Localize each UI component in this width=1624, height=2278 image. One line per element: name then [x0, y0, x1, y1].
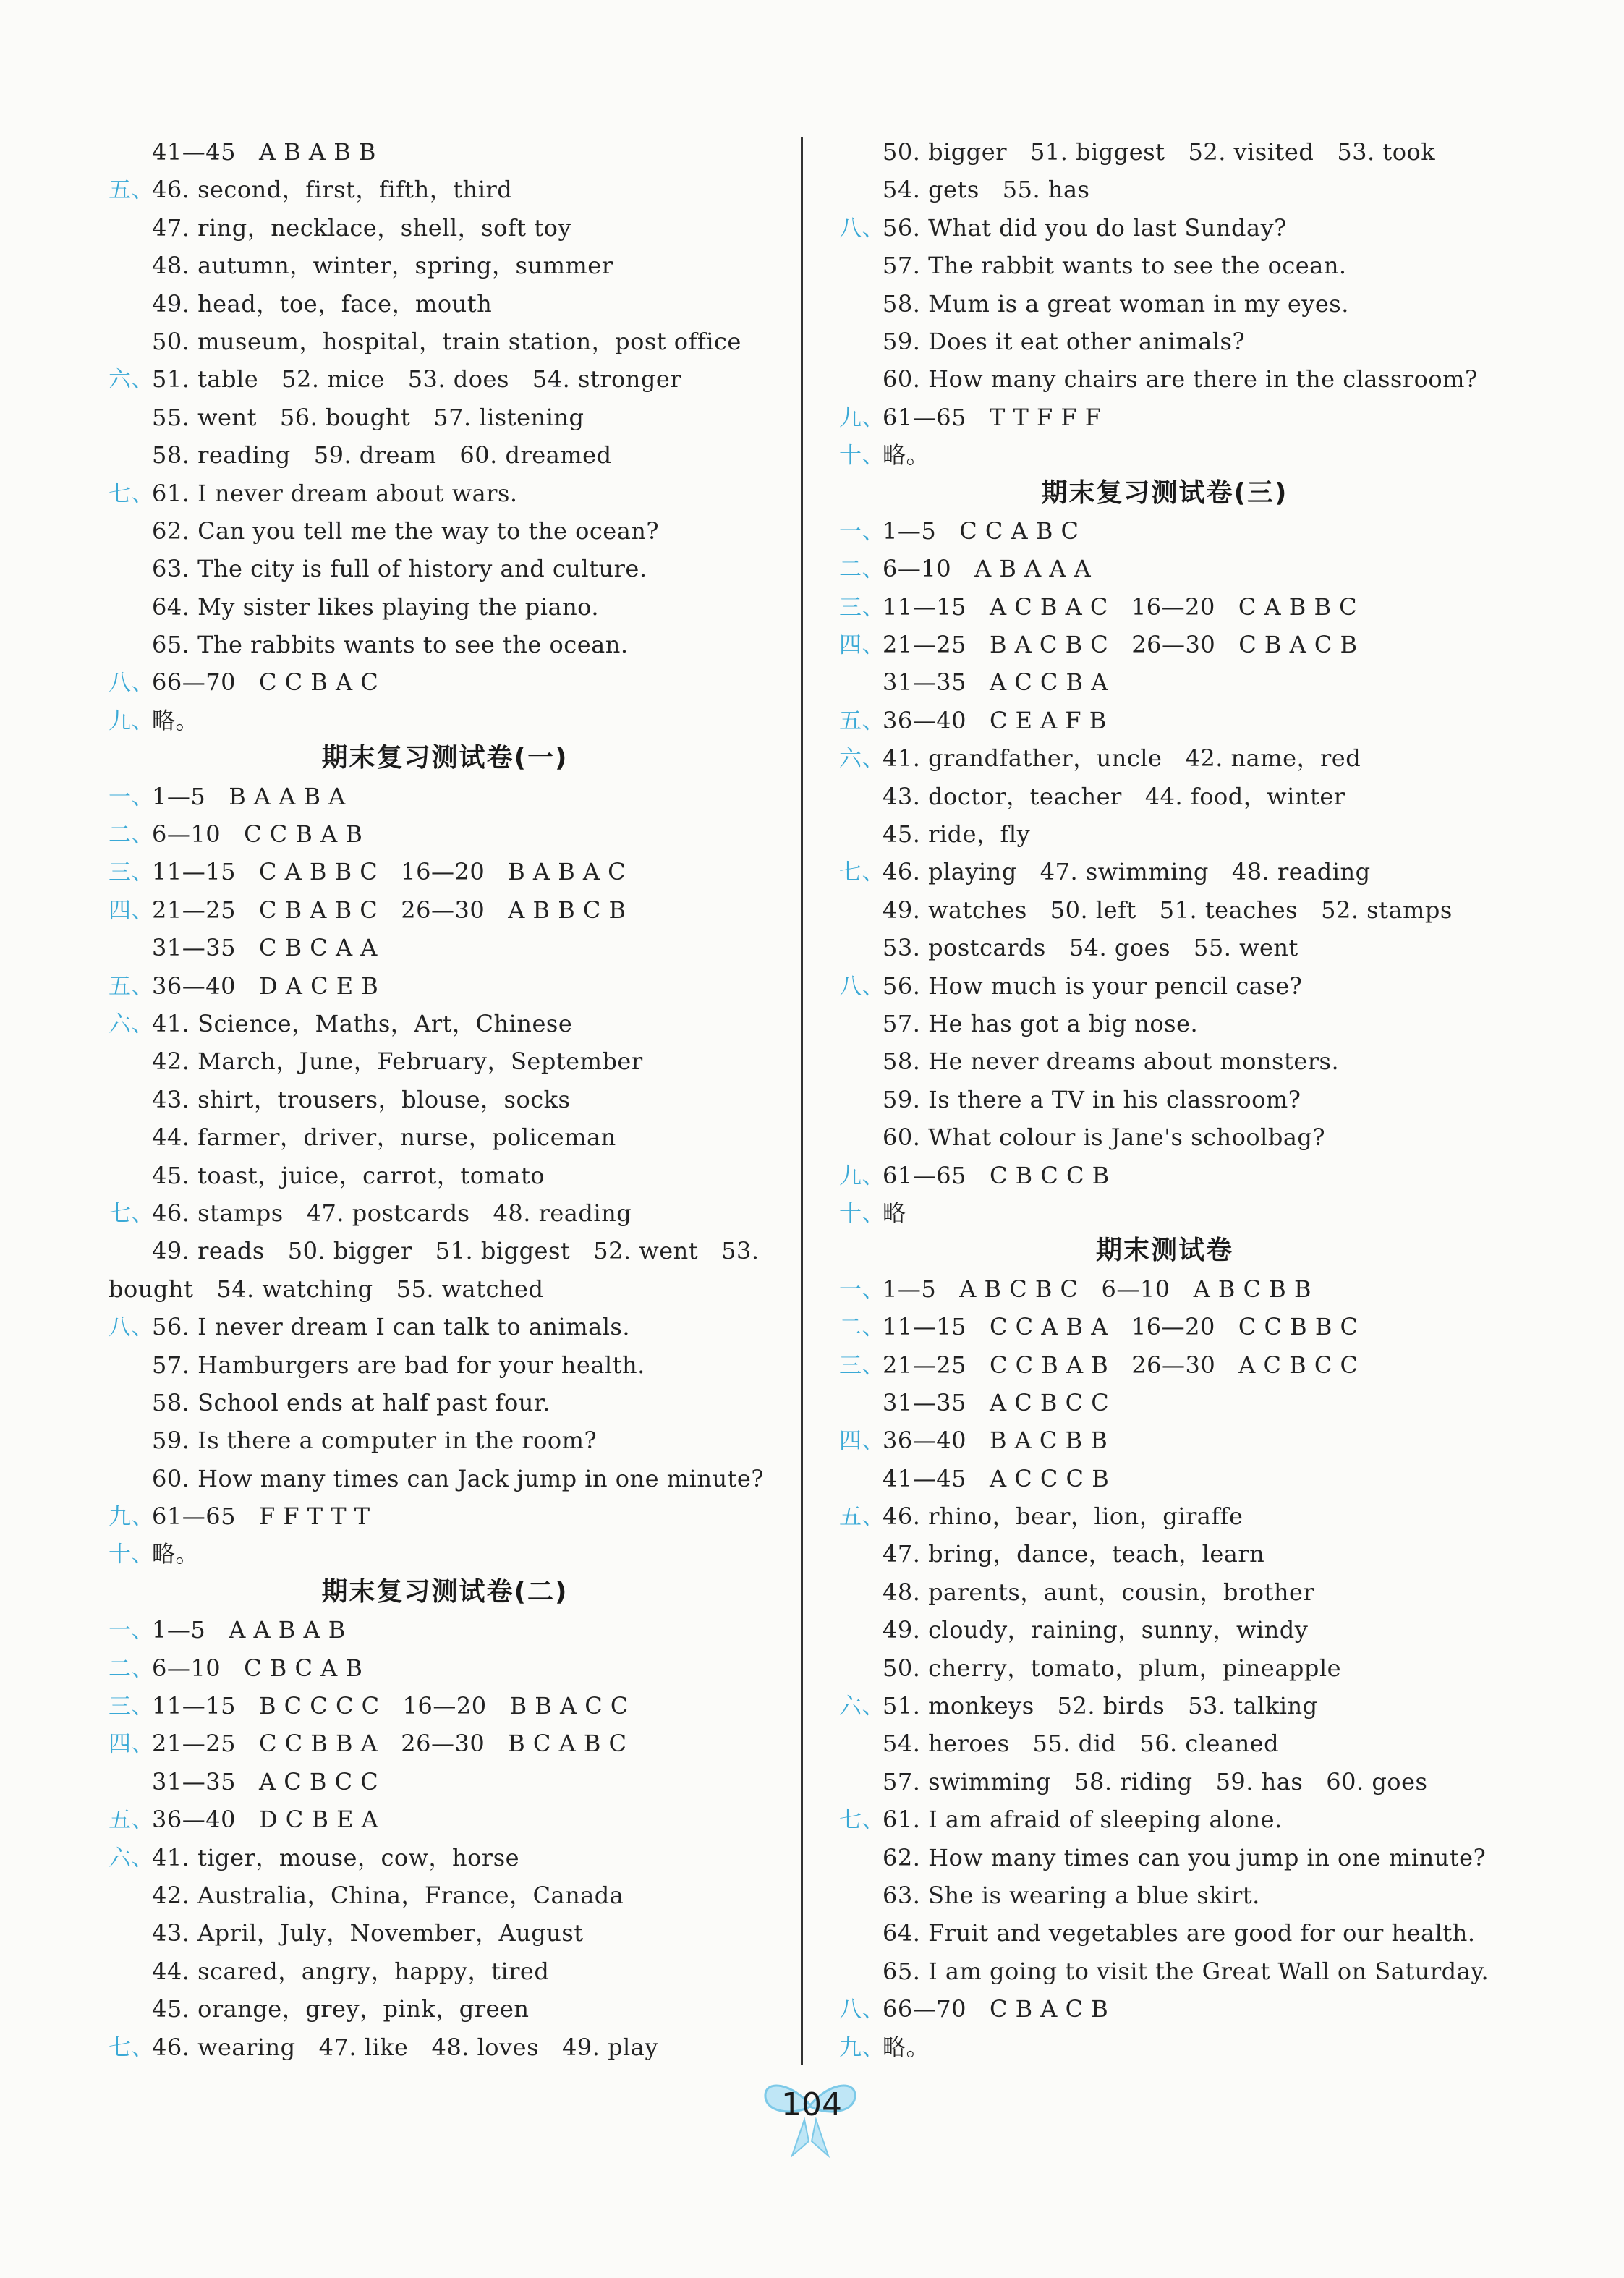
answer-text: 64. My sister likes playing the piano.: [152, 592, 600, 621]
answer-line: [839, 1460, 1490, 1497]
answer-text: 46. second，first，fifth，third: [152, 176, 513, 204]
answer-line: [839, 1270, 1490, 1308]
answer-text: 49. cloudy，raining，sunny，windy: [883, 1616, 1309, 1644]
answer-line: [839, 739, 1490, 777]
answer-line: [109, 1649, 781, 1687]
answer-text: 21—25 C C B B A 26—30 B C A B C: [152, 1730, 627, 1758]
answer-line: [839, 399, 1490, 436]
answer-text: 31—35 A C B C C: [152, 1767, 379, 1795]
answer-text: bought 54. watching 55. watched: [109, 1275, 544, 1303]
answer-line: [109, 1535, 781, 1573]
answer-line: [109, 1460, 781, 1497]
answer-text: 57. He has got a big nose.: [883, 1009, 1199, 1037]
answer-text: 11—15 C C A B A 16—20 C C B B C: [883, 1313, 1359, 1341]
section-marker: 一、: [839, 518, 885, 545]
answer-line: [109, 436, 781, 474]
answer-text: 略。: [883, 2033, 930, 2061]
answer-line: [109, 1497, 781, 1535]
answer-text: 54. heroes 55. did 56. cleaned: [883, 1730, 1280, 1758]
answer-line: [109, 702, 781, 739]
answer-text: 1—5 A A B A B: [152, 1616, 346, 1644]
answer-line: [839, 1042, 1490, 1080]
answer-line: [109, 2028, 781, 2066]
answer-line: [109, 1005, 781, 1042]
section-marker: 四、: [839, 632, 885, 659]
section-marker: 九、: [109, 707, 154, 734]
answer-line: [839, 1990, 1490, 2028]
right-column: [839, 133, 1490, 2066]
answer-text: 57. Hamburgers are bad for your health.: [152, 1351, 645, 1379]
answer-text: 略。: [883, 441, 930, 469]
section-marker: 二、: [839, 1314, 885, 1341]
section-marker: 二、: [109, 1655, 154, 1682]
answer-text: 64. Fruit and vegetables are good for our health.: [883, 1919, 1476, 1947]
answer-text: 42. Australia，China，France，Canada: [152, 1881, 624, 1909]
answer-text: 42. March，June，February，September: [152, 1047, 643, 1076]
answer-text: 57. swimming 58. riding 59. has 60. goes: [883, 1767, 1428, 1795]
section-marker: 八、: [109, 1314, 154, 1341]
section-marker: 六、: [109, 367, 154, 394]
answer-text: 63. She is wearing a blue skirt.: [883, 1881, 1260, 1909]
answer-text: 47. bring，dance，teach，learn: [883, 1540, 1265, 1568]
answer-text: 41—45 A B A B B: [152, 138, 376, 166]
section-marker: 六、: [839, 1693, 885, 1720]
answer-line: [109, 323, 781, 360]
answer-text: 略: [883, 1199, 906, 1227]
answer-text: 63. The city is full of history and culture.: [152, 555, 647, 583]
answer-text: 59. Is there a TV in his classroom?: [883, 1085, 1301, 1113]
answer-line: [109, 778, 781, 815]
answer-text: 11—15 A C B A C 16—20 C A B B C: [883, 592, 1358, 621]
answer-line: [109, 1763, 781, 1801]
page-number: 104: [781, 2086, 842, 2123]
answer-line: [109, 1081, 781, 1118]
answer-text: 47. ring，necklace，shell，soft toy: [152, 213, 571, 242]
section-marker: 三、: [109, 1693, 154, 1720]
answer-text: 43. April，July，November，August: [152, 1919, 584, 1947]
answer-line: [839, 1384, 1490, 1421]
answer-text: 58. School ends at half past four.: [152, 1388, 550, 1416]
answer-line: [109, 1384, 781, 1421]
section-marker: 四、: [109, 1731, 154, 1758]
answer-line: [839, 1005, 1490, 1042]
answer-text: 1—5 A B C B C 6—10 A B C B B: [883, 1275, 1311, 1303]
answer-text: 55. went 56. bought 57. listening: [152, 403, 584, 431]
section-marker: 八、: [839, 1997, 885, 2023]
answer-line: [839, 967, 1490, 1005]
answer-line: [109, 285, 781, 323]
answer-line: [109, 588, 781, 626]
answer-text: 31—35 A C C B A: [883, 668, 1108, 697]
answer-line: [109, 1346, 781, 1384]
answer-line: [109, 853, 781, 891]
answer-line: [109, 1118, 781, 1156]
answer-text: 60. How many chairs are there in the classroom?: [883, 365, 1478, 394]
answer-line: [109, 663, 781, 701]
answer-line: [109, 247, 781, 284]
section-marker: 七、: [839, 859, 885, 886]
answer-line: [839, 1157, 1490, 1194]
answer-text: 11—15 B C C C C 16—20 B B A C C: [152, 1692, 629, 1720]
answer-text: 61. I am afraid of sleeping alone.: [883, 1806, 1283, 1834]
answer-line: [109, 1232, 781, 1270]
section-marker: 一、: [109, 1618, 154, 1644]
section-marker: 六、: [839, 746, 885, 773]
answer-line: [839, 1308, 1490, 1346]
answer-line: [839, 853, 1490, 891]
answer-text: 65. I am going to visit the Great Wall on Saturday.: [883, 1957, 1489, 1985]
answer-line: [109, 550, 781, 587]
answer-line: [109, 133, 781, 171]
answer-line: [839, 1763, 1490, 1801]
section-marker: 十、: [839, 443, 885, 469]
answer-line: [839, 1725, 1490, 1762]
answer-text: 41. tiger，mouse，cow，horse: [152, 1843, 520, 1871]
answer-line: [109, 399, 781, 436]
section-marker: 六、: [109, 1011, 154, 1037]
answer-text: 66—70 C C B A C: [152, 668, 379, 697]
section-marker: 三、: [109, 859, 154, 886]
answer-line: [839, 1952, 1490, 1990]
answer-text: 1—5 B A A B A: [152, 782, 346, 810]
answer-line: [839, 891, 1490, 929]
answer-line: [839, 626, 1490, 663]
answer-text: 65. The rabbits wants to see the ocean.: [152, 631, 629, 659]
answer-text: 46. playing 47. swimming 48. reading: [883, 858, 1371, 886]
answer-line: [839, 512, 1490, 550]
section-marker: 七、: [109, 1200, 154, 1227]
answer-text: 41—45 A C C C B: [883, 1464, 1110, 1492]
answer-text: 50. cherry，tomato，plum，pineapple: [883, 1654, 1342, 1682]
answer-line: [839, 1877, 1490, 1914]
answer-text: 1—5 C C A B C: [883, 517, 1079, 545]
answer-line: [839, 1346, 1490, 1384]
answer-text: 66—70 C B A C B: [883, 1995, 1109, 2023]
answer-line: [839, 1421, 1490, 1459]
answer-text: 44. scared，angry，happy，tired: [152, 1957, 550, 1985]
answer-text: 59. Is there a computer in the room?: [152, 1427, 598, 1455]
answer-line: [109, 1611, 781, 1649]
section-title: 期末复习测试卷(三): [1041, 477, 1288, 508]
answer-text: 11—15 C A B B C 16—20 B A B A C: [152, 858, 626, 886]
column-divider: [801, 137, 803, 2065]
answer-line: [839, 285, 1490, 323]
section-marker: 四、: [839, 1428, 885, 1455]
section-marker: 十、: [839, 1200, 885, 1227]
answer-line: [109, 1421, 781, 1459]
answer-text: 41. grandfather，uncle 42. name，red: [883, 744, 1361, 773]
answer-text: 略。: [152, 706, 200, 734]
answer-line: [839, 1194, 1490, 1232]
answer-line: [109, 1308, 781, 1346]
answer-text: 58. He never dreams about monsters.: [883, 1047, 1340, 1076]
answer-text: 49. watches 50. left 51. teaches 52. stamps: [883, 896, 1453, 924]
answer-line: [109, 815, 781, 853]
answer-line: [109, 1687, 781, 1725]
answer-text: 6—10 C B C A B: [152, 1654, 363, 1682]
answer-line: [839, 702, 1490, 739]
answer-line: [839, 1801, 1490, 1838]
section-marker: 八、: [109, 670, 154, 697]
section-marker: 六、: [109, 1845, 154, 1871]
answer-text: 50. bigger 51. biggest 52. visited 53. took: [883, 138, 1436, 166]
answer-text: 51. table 52. mice 53. does 54. stronger: [152, 365, 682, 394]
answer-line: [109, 1801, 781, 1838]
section-marker: 五、: [109, 1807, 154, 1834]
answer-line: [839, 1497, 1490, 1535]
answer-text: 略。: [152, 1540, 200, 1568]
answer-line: [839, 815, 1490, 853]
section-marker: 八、: [839, 215, 885, 242]
answer-line: [109, 512, 781, 550]
answer-text: 58. reading 59. dream 60. dreamed: [152, 441, 612, 469]
answer-line: [109, 967, 781, 1005]
answer-text: 59. Does it eat other animals?: [883, 327, 1246, 355]
answer-text: 54. gets 55. has: [883, 176, 1090, 204]
answer-line: [839, 1573, 1490, 1611]
answer-line: [839, 2028, 1490, 2066]
answer-line: [839, 171, 1490, 208]
answer-line: [839, 1118, 1490, 1156]
answer-text: 44. farmer，driver，nurse，policeman: [152, 1123, 616, 1152]
answer-line: [109, 626, 781, 663]
answer-text: 56. How much is your pencil case?: [883, 972, 1303, 1000]
section-marker: 九、: [839, 1163, 885, 1189]
answer-text: 49. head，toe，face，mouth: [152, 289, 493, 318]
answer-text: 21—25 C C B A B 26—30 A C B C C: [883, 1351, 1359, 1379]
answer-text: 46. rhino，bear，lion，giraffe: [883, 1503, 1243, 1531]
section-marker: 九、: [109, 1504, 154, 1531]
answer-line: [839, 663, 1490, 701]
answer-text: 50. museum，hospital，train station，post office: [152, 327, 741, 355]
answer-text: 41. Science，Maths，Art，Chinese: [152, 1009, 573, 1037]
section-marker: 五、: [109, 973, 154, 1000]
answer-text: 61—65 T T F F F: [883, 403, 1102, 431]
answer-text: 43. doctor，teacher 44. food，winter: [883, 782, 1345, 810]
answer-line: [839, 436, 1490, 474]
answer-text: 31—35 A C B C C: [883, 1388, 1110, 1416]
answer-text: 45. orange，grey，pink，green: [152, 1995, 530, 2023]
answer-text: 62. How many times can you jump in one minute?: [883, 1843, 1487, 1871]
answer-line: [109, 1914, 781, 1952]
answer-line: [839, 778, 1490, 815]
section-marker: 一、: [109, 783, 154, 810]
answer-text: 48. autumn，winter，spring，summer: [152, 252, 613, 280]
section-marker: 二、: [109, 822, 154, 849]
answer-text: 58. Mum is a great woman in my eyes.: [883, 289, 1349, 318]
answer-line: [839, 209, 1490, 247]
answer-text: 48. parents，aunt，cousin，brother: [883, 1578, 1315, 1606]
answer-text: 53. postcards 54. goes 55. went: [883, 934, 1298, 962]
answer-line: [109, 475, 781, 512]
answer-text: 36—40 D C B E A: [152, 1806, 379, 1834]
answer-line: [109, 1157, 781, 1194]
answer-line: [839, 588, 1490, 626]
answer-text: 31—35 C B C A A: [152, 934, 378, 962]
answer-line: [109, 360, 781, 398]
answer-line: [109, 171, 781, 208]
answer-text: 61. I never dream about wars.: [152, 479, 518, 507]
answer-line: [109, 209, 781, 247]
section-marker: 四、: [109, 897, 154, 924]
answer-line: [109, 929, 781, 966]
answer-line: [109, 1194, 781, 1232]
answer-text: 43. shirt，trousers，blouse，socks: [152, 1085, 571, 1113]
answer-line: [109, 1952, 781, 1990]
answer-line: [839, 1687, 1490, 1725]
section-marker: 三、: [839, 594, 885, 621]
left-column: [109, 133, 781, 2066]
answer-line: [839, 929, 1490, 966]
answer-line: [109, 891, 781, 929]
answer-line: [109, 1990, 781, 2028]
answer-line: [109, 1725, 781, 1762]
section-title: 期末测试卷: [1095, 1236, 1233, 1266]
answer-line: [839, 133, 1490, 171]
section-marker: 八、: [839, 973, 885, 1000]
answer-line: [839, 1914, 1490, 1952]
section-marker: 一、: [839, 1276, 885, 1303]
answer-text: 56. What did you do last Sunday?: [883, 213, 1287, 242]
section-marker: 五、: [839, 707, 885, 734]
answer-text: 6—10 C C B A B: [152, 820, 363, 849]
answer-text: 57. The rabbit wants to see the ocean.: [883, 252, 1347, 280]
answer-text: 46. stamps 47. postcards 48. reading: [152, 1199, 632, 1227]
section-marker: 三、: [839, 1352, 885, 1379]
answer-line: [839, 323, 1490, 360]
section-marker: 七、: [109, 480, 154, 507]
answer-text: 45. toast，juice，carrot，tomato: [152, 1161, 545, 1189]
answer-line: [109, 1270, 781, 1308]
answer-line: [839, 1611, 1490, 1649]
answer-text: 51. monkeys 52. birds 53. talking: [883, 1692, 1318, 1720]
section-marker: 五、: [109, 177, 154, 204]
answer-line: [109, 1042, 781, 1080]
answer-line: [839, 360, 1490, 398]
section-marker: 十、: [109, 1542, 154, 1568]
section-title: 期末复习测试卷(一): [321, 743, 569, 773]
section-marker: 七、: [109, 2034, 154, 2061]
answer-line: [109, 1877, 781, 1914]
answer-line: [839, 1839, 1490, 1877]
answer-text: 60. How many times can Jack jump in one minute?: [152, 1464, 764, 1492]
answer-line: [109, 1839, 781, 1877]
answer-text: 36—40 C E A F B: [883, 706, 1107, 734]
answer-text: 56. I never dream I can talk to animals.: [152, 1313, 631, 1341]
section-marker: 九、: [839, 2034, 885, 2061]
answer-line: [839, 1535, 1490, 1573]
answer-text: 61—65 C B C C B: [883, 1161, 1110, 1189]
section-title: 期末复习测试卷(二): [321, 1576, 569, 1607]
section-marker: 五、: [839, 1504, 885, 1531]
answer-text: 21—25 B A C B C 26—30 C B A C B: [883, 631, 1358, 659]
answer-text: 45. ride，fly: [883, 820, 1031, 849]
answer-text: 46. wearing 47. like 48. loves 49. play: [152, 2033, 658, 2061]
section-marker: 九、: [839, 404, 885, 431]
section-marker: 七、: [839, 1807, 885, 1834]
answer-text: 61—65 F F T T T: [152, 1503, 370, 1531]
answer-line: [839, 1081, 1490, 1118]
answer-text: 36—40 B A C B B: [883, 1427, 1108, 1455]
answer-text: 62. Can you tell me the way to the ocean?: [152, 517, 660, 545]
section-marker: 二、: [839, 556, 885, 583]
answer-text: 36—40 D A C E B: [152, 972, 379, 1000]
answer-text: 6—10 A B A A A: [883, 555, 1092, 583]
answer-text: 49. reads 50. bigger 51. biggest 52. went 53.: [152, 1237, 760, 1265]
answer-text: 60. What colour is Jane's schoolbag?: [883, 1123, 1326, 1152]
answer-line: [839, 247, 1490, 284]
answer-line: [839, 550, 1490, 587]
answer-text: 21—25 C B A B C 26—30 A B B C B: [152, 896, 626, 924]
answer-line: [839, 1649, 1490, 1687]
